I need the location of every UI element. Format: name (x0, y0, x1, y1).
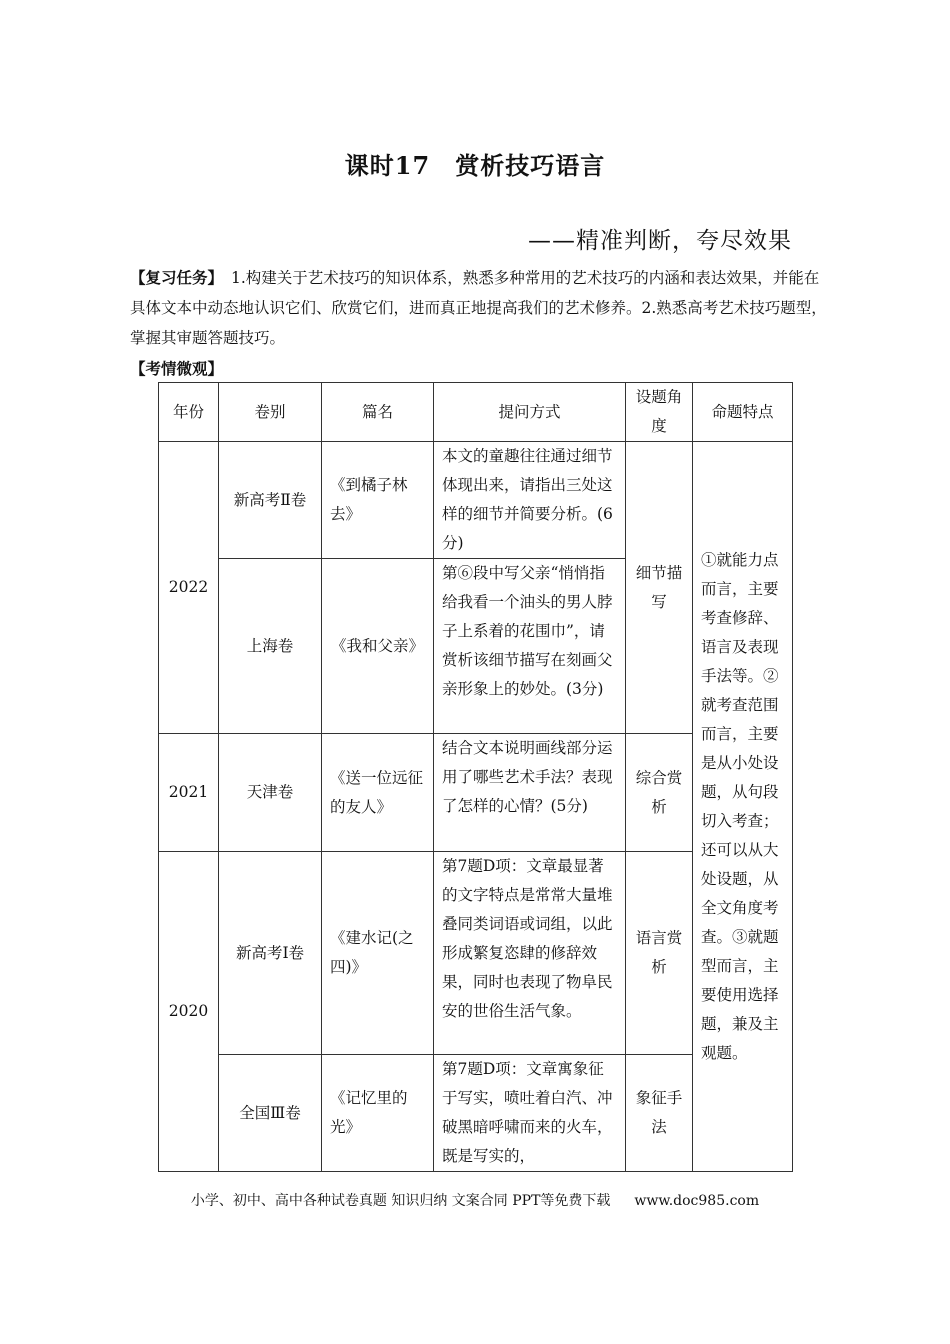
footer-text: 小学、初中、高中各种试卷真题 知识归纳 文案合同 PPT等免费下载 (190, 1193, 611, 1209)
features-cell: ①就能力点而言，主要考查修辞、语言及表现手法等。②就考查范围而言，主要是从小处设题，从句段切入考查；还可以从大处设题，从全文角度考查。③就题型而言，主要使用选择题，兼及主观题。 (693, 442, 793, 1172)
question-cell: 第7题D项：文章最显著的文字特点是常常大量堆叠同类词语或词组，以此形成繁复恣肆的修辞效果，同时也表现了物阜民安的世俗生活气象。 (434, 852, 626, 1055)
table-header-row (159, 383, 793, 442)
paper-cell: 新高考Ⅰ卷 (219, 852, 322, 1055)
article-cell: 《到橘子林去》 (322, 442, 434, 559)
page-footer (0, 1190, 950, 1210)
year-cell: 2022 (159, 442, 219, 734)
year-cell: 2020 (159, 852, 219, 1172)
page-subtitle: ——精准判断，夸尽效果 (528, 228, 792, 254)
article-cell: 《建水记(之四)》 (322, 852, 434, 1055)
question-cell: 第⑥段中写父亲“悄悄指给我看一个油头的男人脖子上系着的花围巾”，请赏析该细节描写在刻画父亲形象上的妙处。(3分) (434, 559, 626, 734)
footer-url[interactable]: www.doc985.com (634, 1193, 760, 1209)
review-task-text: 1.构建关于艺术技巧的知识体系，熟悉多种常用的艺术技巧的内涵和表达效果，并能在具体文本中动态地认识它们、欣赏它们，进而真正地提高我们的艺术修养。2.熟悉高考艺术技巧题型，掌握其审题答题技巧。 (130, 269, 827, 347)
review-task-label: 【复习任务】 (130, 268, 224, 287)
header-question: 提问方式 (434, 383, 626, 442)
article-cell: 《我和父亲》 (322, 559, 434, 734)
angle-cell: 综合赏析 (626, 734, 693, 852)
exam-overview-label: 【考情微观】 (130, 359, 224, 378)
article-cell: 《送一位远征的友人》 (322, 734, 434, 852)
question-cell: 本文的童趣往往通过细节体现出来，请指出三处这样的细节并简要分析。(6分) (434, 442, 626, 559)
page-title: 课时17 赏析技巧语言 (344, 151, 606, 180)
angle-cell: 语言赏析 (626, 852, 693, 1055)
header-year: 年份 (159, 383, 219, 442)
header-features: 命题特点 (693, 383, 793, 442)
paper-cell: 天津卷 (219, 734, 322, 852)
paper-cell: 全国Ⅲ卷 (219, 1055, 322, 1172)
angle-cell: 细节描写 (626, 442, 693, 734)
exam-table (158, 382, 793, 1172)
angle-cell: 象征手法 (626, 1055, 693, 1172)
paper-cell: 新高考Ⅱ卷 (219, 442, 322, 559)
article-cell: 《记忆里的光》 (322, 1055, 434, 1172)
review-task (130, 263, 830, 353)
question-cell: 结合文本说明画线部分运用了哪些艺术手法？表现了怎样的心情？(5分) (434, 734, 626, 852)
paper-cell: 上海卷 (219, 559, 322, 734)
year-cell: 2021 (159, 734, 219, 852)
table-row (159, 442, 793, 559)
question-cell: 第7题D项：文章寓象征于写实，喷吐着白汽、冲破黑暗呼啸而来的火车，既是写实的， (434, 1055, 626, 1172)
header-paper: 卷别 (219, 383, 322, 442)
header-angle: 设题角度 (626, 383, 693, 442)
header-title: 篇名 (322, 383, 434, 442)
